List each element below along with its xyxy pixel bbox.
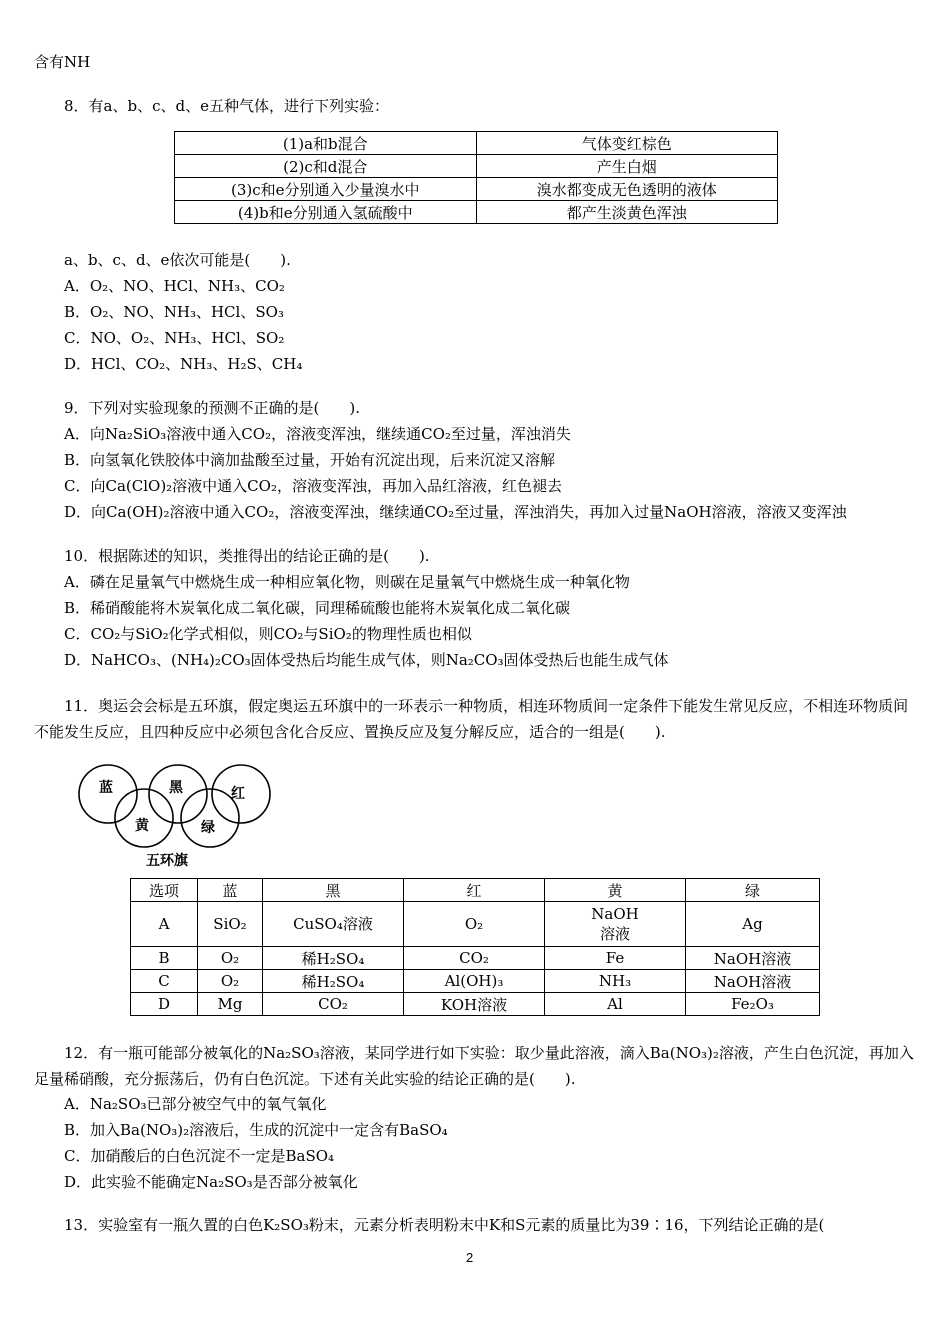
table-header: 黄: [545, 879, 686, 902]
q9-option-d: D．向Ca(OH)₂溶液中通入CO₂，溶液变浑浊，继续通CO₂至过量，浑浊消失，再加入过量NaOH溶液，溶液又变浑浊: [64, 503, 847, 521]
table-cell: O₂: [404, 902, 545, 947]
ring-label-red: 红: [231, 786, 245, 802]
q9-option-a: A．向Na₂SiO₃溶液中通入CO₂，溶液变浑浊，继续通CO₂至过量，浑浊消失: [64, 425, 571, 443]
table-row: [175, 155, 778, 178]
table-cell: B: [131, 947, 198, 970]
q11-title: 11．奥运会会标是五环旗，假定奥运五环旗中的一环表示一种物质，相连环物质间一定条件下能发生常见反应，不相连环物质间不能发生反应，且四种反应中必须包含化合反应、置换反应及复分解反应，适合的一组是( ).: [34, 697, 909, 741]
top-fragment: 含有NH: [34, 53, 91, 71]
table-cell: NaOH溶液: [686, 947, 820, 970]
table-cell: Ag: [686, 902, 820, 947]
q8-option-a: A．O₂、NO、HCl、NH₃、CO₂: [64, 277, 285, 295]
table-cell: 溴水都变成无色透明的液体: [476, 178, 778, 201]
q10-option-a: A．磷在足量氧气中燃烧生成一种相应氧化物，则碳在足量氧气中燃烧生成一种氧化物: [64, 573, 630, 591]
q9-option-c: C．向Ca(ClO)₂溶液中通入CO₂，溶液变浑浊，再加入品红溶液，红色褪去: [64, 477, 562, 495]
table-cell: O₂: [198, 970, 263, 993]
q12-title: 12．有一瓶可能部分被氧化的Na₂SO₃溶液，某同学进行如下实验：取少量此溶液，滴入Ba(NO₃)₂溶液，产生白色沉淀，再加入足量稀硝酸，充分振荡后，仍有白色沉淀。下述有关此实验的结论正确的是( ).: [34, 1044, 914, 1088]
table-cell: NH₃: [545, 970, 686, 993]
figure-caption: 五环旗: [146, 853, 188, 869]
table-cell: Al: [545, 993, 686, 1016]
table-cell: D: [131, 993, 198, 1016]
q10-option-d: D．NaHCO₃、(NH₄)₂CO₃固体受热后均能生成气体，则Na₂CO₃固体受热后也能生成气体: [64, 651, 669, 669]
q12-option-a: A．Na₂SO₃已部分被空气中的氧气氧化: [64, 1095, 327, 1113]
table-header-row: [131, 879, 820, 902]
q12-option-b: B．加入Ba(NO₃)₂溶液后，生成的沉淀中一定含有BaSO₄: [64, 1121, 448, 1139]
table-cell: (1)a和b混合: [175, 132, 477, 155]
q12-option-c: C．加硝酸后的白色沉淀不一定是BaSO₄: [64, 1147, 335, 1165]
q10-option-c: C．CO₂与SiO₂化学式相似，则CO₂与SiO₂的物理性质也相似: [64, 625, 472, 643]
table-row: [131, 993, 820, 1016]
table-cell: (2)c和d混合: [175, 155, 477, 178]
table-cell: SiO₂: [198, 902, 263, 947]
table-cell: KOH溶液: [404, 993, 545, 1016]
q8-option-b: B．O₂、NO、NH₃、HCl、SO₃: [64, 303, 284, 321]
q9-title: 9．下列对实验现象的预测不正确的是( ).: [64, 399, 361, 417]
table-row: [131, 902, 820, 947]
ring-label-blue: 蓝: [99, 780, 113, 796]
q10-title: 10．根据陈述的知识，类推得出的结论正确的是( ).: [64, 547, 430, 565]
table-header: 选项: [131, 879, 198, 902]
table-cell: 产生白烟: [476, 155, 778, 178]
q8-stem: a、b、c、d、e依次可能是( ).: [64, 251, 291, 269]
q11-table: [130, 878, 820, 1016]
q8-option-c: C．NO、O₂、NH₃、HCl、SO₂: [64, 329, 285, 347]
table-header: 绿: [686, 879, 820, 902]
q9-option-b: B．向氢氧化铁胶体中滴加盐酸至过量，开始有沉淀出现，后来沉淀又溶解: [64, 451, 556, 469]
table-cell: CO₂: [404, 947, 545, 970]
table-cell: C: [131, 970, 198, 993]
table-header: 红: [404, 879, 545, 902]
table-cell: 稀H₂SO₄: [263, 970, 404, 993]
table-cell: 气体变红棕色: [476, 132, 778, 155]
table-cell: CO₂: [263, 993, 404, 1016]
table-cell: Al(OH)₃: [404, 970, 545, 993]
table-cell: Fe₂O₃: [686, 993, 820, 1016]
table-row: [175, 178, 778, 201]
q8-option-d: D．HCl、CO₂、NH₃、H₂S、CH₄: [64, 355, 303, 373]
table-cell: NaOH 溶液: [545, 902, 686, 947]
olympic-rings-figure: [78, 762, 278, 852]
q8-title: 8．有a、b、c、d、e五种气体，进行下列实验：: [64, 97, 389, 115]
table-cell: (3)c和e分别通入少量溴水中: [175, 178, 477, 201]
q8-table: [174, 131, 778, 224]
table-cell: 都产生淡黄色浑浊: [476, 201, 778, 224]
table-header: 黑: [263, 879, 404, 902]
table-cell: CuSO₄溶液: [263, 902, 404, 947]
q13-title: 13．实验室有一瓶久置的白色K₂SO₃粉末，元素分析表明粉末中K和S元素的质量比为39∶16，下列结论正确的是(: [64, 1216, 825, 1234]
page-number: 2: [466, 1250, 474, 1265]
q12-option-d: D．此实验不能确定Na₂SO₃是否部分被氧化: [64, 1173, 358, 1191]
table-row: [131, 970, 820, 993]
table-header: 蓝: [198, 879, 263, 902]
table-row: [131, 947, 820, 970]
table-cell: Fe: [545, 947, 686, 970]
table-cell: A: [131, 902, 198, 947]
q10-option-b: B．稀硝酸能将木炭氧化成二氧化碳，同理稀硫酸也能将木炭氧化成二氧化碳: [64, 599, 571, 617]
table-cell: O₂: [198, 947, 263, 970]
table-row: [175, 201, 778, 224]
table-cell: 稀H₂SO₄: [263, 947, 404, 970]
ring-label-black: 黑: [169, 780, 183, 796]
ring-label-yellow: 黄: [135, 818, 149, 834]
ring-label-green: 绿: [201, 820, 215, 836]
table-cell: NaOH溶液: [686, 970, 820, 993]
table-row: [175, 132, 778, 155]
table-cell: Mg: [198, 993, 263, 1016]
table-cell: (4)b和e分别通入氢硫酸中: [175, 201, 477, 224]
